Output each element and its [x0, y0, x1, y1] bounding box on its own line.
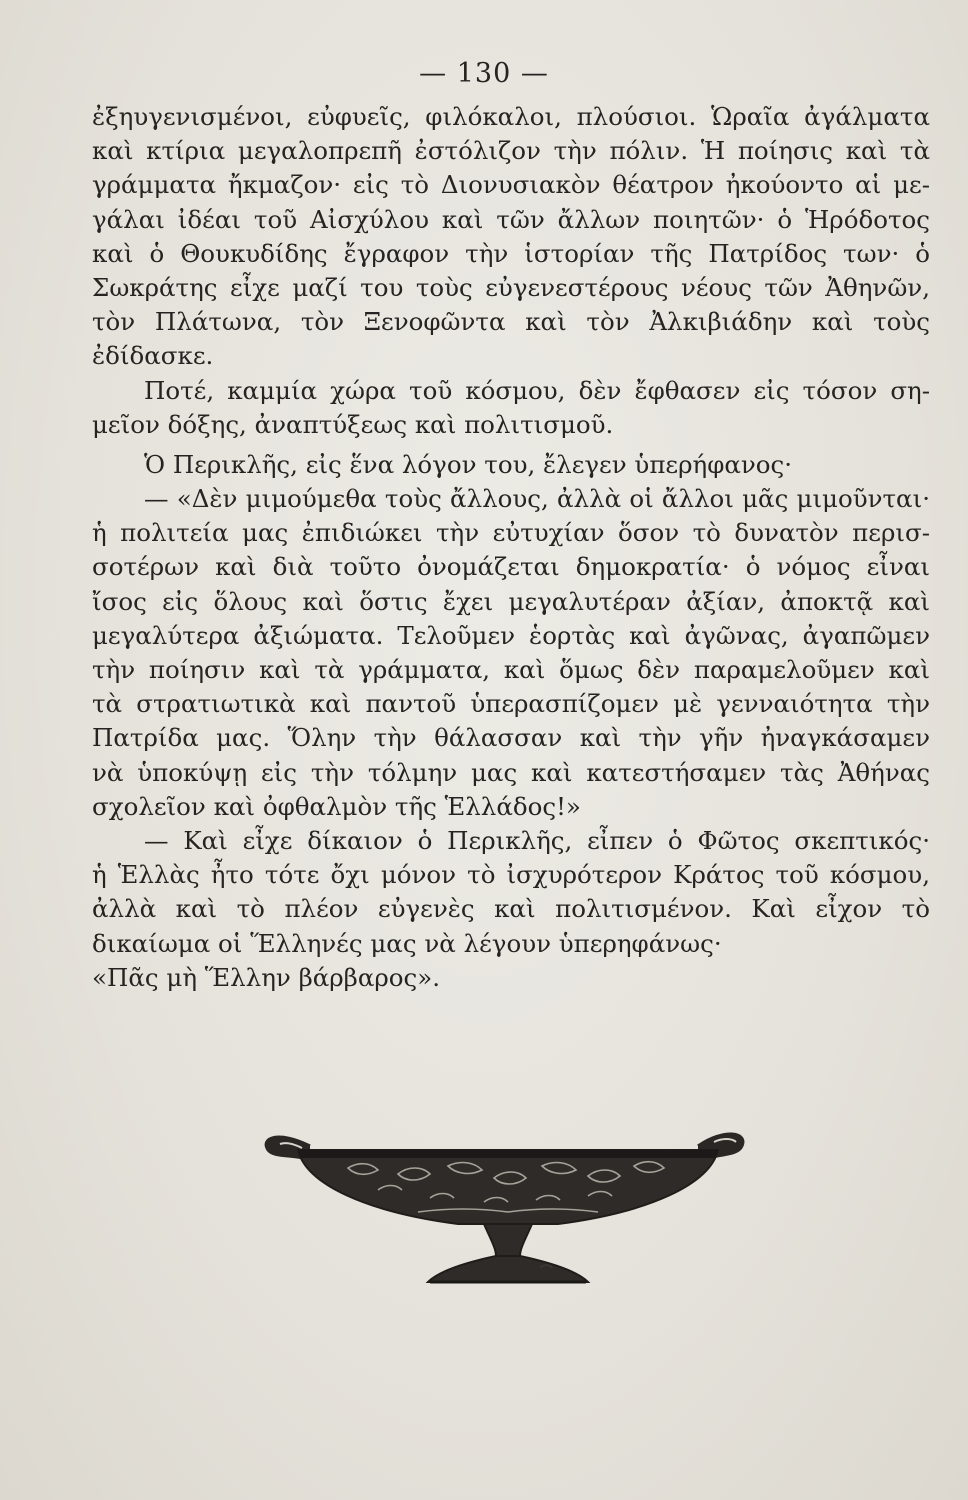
text-line: ἀλλὰ καὶ τὸ πλέον εὐγενὲς καὶ πολιτισμένον. Καὶ εἶχον τὸ — [92, 894, 930, 924]
text-line: καὶ κτίρια μεγαλοπρεπῆ ἐστόλιζον τὴν πόλιν. Ἡ ποίησις καὶ τὰ — [92, 136, 930, 166]
paragraph — [92, 448, 930, 482]
text-line: Πατρίδα μας. Ὅλην τὴν θάλασσαν καὶ τὴν γῆν ἠναγκάσαμεν — [92, 723, 930, 753]
paragraph — [92, 374, 930, 442]
text-line: Σωκράτης εἶχε μαζί του τοὺς εὐγενεστέρους νέους τῶν Ἀθηνῶν, — [92, 272, 930, 302]
text-line: ἴσος εἰς ὅλους καὶ ὅστις ἔχει μεγαλυτέραν ἀξίαν, ἀποκτᾷ καὶ — [92, 586, 930, 616]
text-line: τὴν ποίησιν καὶ τὰ γράμματα, καὶ ὅμως δὲν παραμελοῦμεν καὶ — [92, 655, 930, 684]
text-line: καὶ ὁ Θουκυδίδης ἔγραφον τὴν ἱστορίαν τῆς Πατρίδος των· ὁ — [92, 238, 930, 268]
text-line: — Καὶ εἶχε δίκαιον ὁ Περικλῆς, εἶπεν ὁ Φῶτος σκεπτικός· — [144, 825, 930, 855]
text-line: νὰ ὑποκύψῃ εἰς τὴν τόλμην μας καὶ κατεστήσαμεν τὰς Ἀθήνας — [92, 757, 930, 787]
text-line: τὰ στρατιωτικὰ καὶ παντοῦ ὑπερασπίζομεν μὲ γενναιότητα τὴν — [92, 689, 930, 719]
body-text — [92, 100, 930, 995]
text-line: μεῖον δόξης, ἀναπτύξεως καὶ πολιτισμοῦ. — [92, 409, 614, 439]
text-line: τὸν Πλάτωνα, τὸν Ξενοφῶντα καὶ τὸν Ἀλκιβιάδην καὶ τοὺς — [92, 307, 930, 337]
kylix-cup-illustration — [258, 1120, 758, 1310]
text-line: ἐδίδασκε. — [92, 341, 214, 371]
paragraph — [92, 824, 930, 995]
text-line: ἡ Ἑλλὰς ἦτο τότε ὄχι μόνον τὸ ἰσχυρότερον Κράτος τοῦ κόσμου, — [92, 860, 930, 890]
text-line: ἐξηυγενισμένοι, εὐφυεῖς, φιλόκαλοι, πλούσιοι. Ὡραῖα ἀγάλματα — [92, 102, 930, 131]
page-number: — 130 — — [419, 58, 549, 89]
text-line: μεγαλύτερα ἀξιώματα. Τελοῦμεν ἑορτὰς καὶ ἀγῶνας, ἀγαπῶμεν — [92, 620, 930, 650]
text-line: γάλαι ἰδέαι τοῦ Αἰσχύλου καὶ τῶν ἄλλων ποιητῶν· ὁ Ἡρόδοτος — [92, 204, 930, 234]
paragraph — [92, 100, 930, 374]
text-line: — «Δὲν μιμούμεθα τοὺς ἄλλους, ἀλλὰ οἱ ἄλλοι μᾶς μιμοῦνται· — [144, 484, 930, 514]
text-line: «Πᾶς μὴ Ἕλλην βάρβαρος». — [92, 962, 441, 992]
text-line: Ὁ Περικλῆς, εἰς ἕνα λόγον του, ἔλεγεν ὑπερήφανος· — [144, 449, 793, 479]
text-line: σχολεῖον καὶ ὀφθαλμὸν τῆς Ἑλλάδος!» — [92, 791, 581, 821]
text-line: γράμματα ἤκμαζον· εἰς τὸ Διονυσιακὸν θέατρον ἠκούοντο αἱ με- — [92, 170, 930, 200]
text-line: Ποτέ, καμμία χώρα τοῦ κόσμου, δὲν ἔφθασεν εἰς τόσον ση- — [144, 375, 930, 405]
text-line: σοτέρων καὶ διὰ τοῦτο ὀνομάζεται δημοκρατία· ὁ νόμος εἶναι — [92, 552, 930, 582]
text-line: ἡ πολιτεία μας ἐπιδιώκει τὴν εὐτυχίαν ὅσον τὸ δυνατὸν περισ- — [92, 518, 930, 548]
paragraph — [92, 482, 930, 824]
text-line: δικαίωμα οἱ Ἕλληνές μας νὰ λέγουν ὑπερηφάνως· — [92, 928, 722, 958]
